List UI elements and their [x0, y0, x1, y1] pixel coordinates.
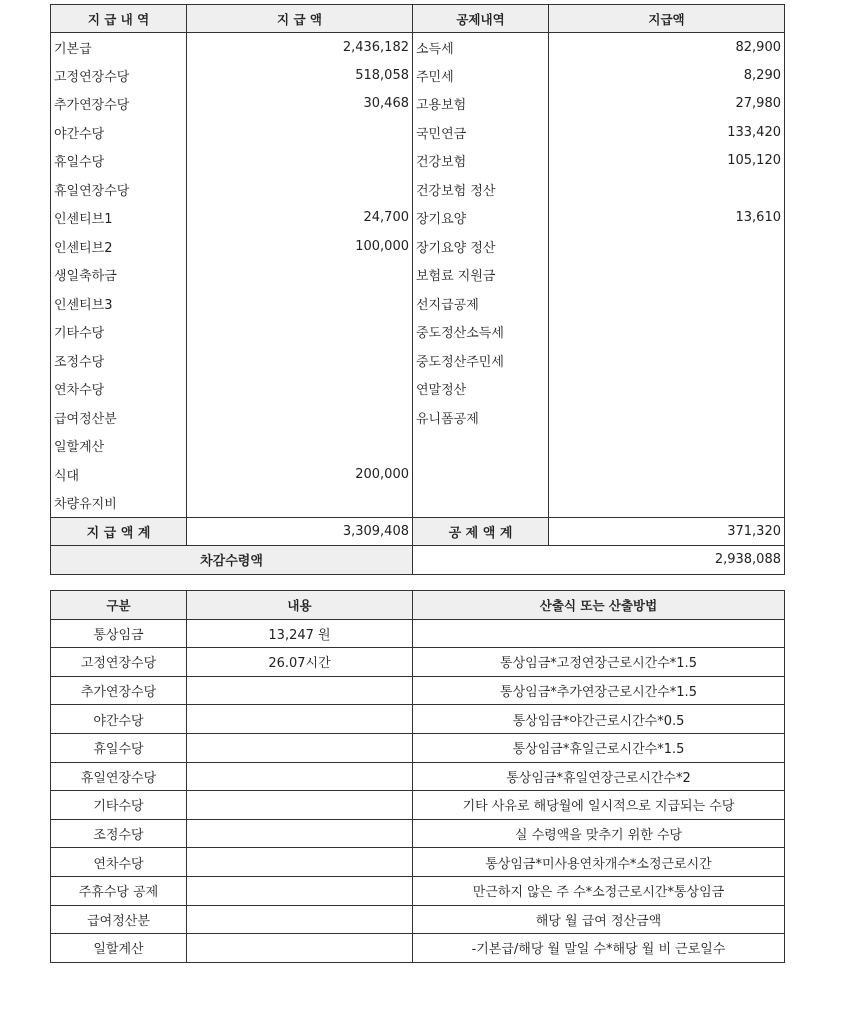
- calc-table-header: [51, 591, 785, 620]
- calc-row: [51, 848, 785, 877]
- deduction-item-cell: 건강보험 정산: [413, 175, 549, 204]
- deduction-item-cell: 유니폼공제: [413, 403, 549, 432]
- calc-category-cell: 고정연장수당: [51, 648, 187, 677]
- pay-item-cell: 고정연장수당: [51, 61, 187, 90]
- deduction-total-value: 371,320: [549, 517, 785, 546]
- deduction-item-cell: 장기요양: [413, 204, 549, 233]
- pay-item-cell: 조정수당: [51, 346, 187, 375]
- pay-row: [51, 147, 785, 176]
- header-deduction-item: 공제내역: [413, 5, 549, 33]
- pay-row: [51, 318, 785, 347]
- calc-content-cell: [187, 676, 413, 705]
- pay-amount-cell: [187, 261, 413, 290]
- pay-amount-cell: [187, 489, 413, 518]
- deduction-amount-cell: 27,980: [549, 90, 785, 119]
- pay-amount-cell: [187, 118, 413, 147]
- calc-content-cell: [187, 905, 413, 934]
- pay-amount-cell: [187, 289, 413, 318]
- calc-content-cell: [187, 934, 413, 963]
- calc-content-cell: [187, 791, 413, 820]
- calc-content-cell: [187, 819, 413, 848]
- deduction-amount-cell: [549, 289, 785, 318]
- deduction-amount-cell: [549, 432, 785, 461]
- calc-content-cell: [187, 762, 413, 791]
- calc-category-cell: 일할계산: [51, 934, 187, 963]
- pay-row: [51, 432, 785, 461]
- calc-method-cell: 만근하지 않은 주 수*소정근로시간*통상임금: [413, 876, 785, 905]
- deduction-amount-cell: [549, 346, 785, 375]
- pay-amount-cell: 100,000: [187, 232, 413, 261]
- calc-row: [51, 791, 785, 820]
- calc-category-cell: 휴일연장수당: [51, 762, 187, 791]
- calc-method-cell: 통상임금*야간근로시간수*0.5: [413, 705, 785, 734]
- pay-amount-cell: [187, 403, 413, 432]
- pay-row: [51, 346, 785, 375]
- deduction-item-cell: [413, 460, 549, 489]
- pay-amount-cell: 2,436,182: [187, 33, 413, 62]
- calc-row: [51, 905, 785, 934]
- calc-row: [51, 762, 785, 791]
- calc-row: [51, 619, 785, 648]
- pay-statement-table: [50, 4, 785, 575]
- calc-row: [51, 819, 785, 848]
- pay-item-cell: 식대: [51, 460, 187, 489]
- calc-content-cell: [187, 876, 413, 905]
- calculation-method-table: [50, 590, 785, 963]
- calc-table-body: [51, 619, 785, 962]
- deduction-amount-cell: [549, 460, 785, 489]
- calc-category-cell: 주휴수당 공제: [51, 876, 187, 905]
- pay-amount-cell: [187, 346, 413, 375]
- pay-table-header: [51, 5, 785, 33]
- calc-row: [51, 676, 785, 705]
- pay-amount-cell: [187, 375, 413, 404]
- pay-amount-cell: 30,468: [187, 90, 413, 119]
- net-pay-row: [51, 546, 785, 575]
- deduction-amount-cell: [549, 375, 785, 404]
- calc-category-cell: 통상임금: [51, 619, 187, 648]
- pay-total-label: 지 급 액 계: [51, 517, 187, 546]
- deduction-item-cell: 주민세: [413, 61, 549, 90]
- deduction-item-cell: 고용보험: [413, 90, 549, 119]
- header-method: 산출식 또는 산출방법: [413, 591, 785, 620]
- calc-method-cell: 통상임금*추가연장근로시간수*1.5: [413, 676, 785, 705]
- header-category: 구분: [51, 591, 187, 620]
- calc-content-cell: 26.07시간: [187, 648, 413, 677]
- pay-item-cell: 기본급: [51, 33, 187, 62]
- calc-method-cell: -기본급/해당 월 말일 수*해당 월 비 근로일수: [413, 934, 785, 963]
- pay-row: [51, 175, 785, 204]
- calc-row: [51, 705, 785, 734]
- pay-amount-cell: 518,058: [187, 61, 413, 90]
- pay-item-cell: 휴일수당: [51, 147, 187, 176]
- calc-content-cell: [187, 733, 413, 762]
- pay-row: [51, 289, 785, 318]
- pay-amount-cell: [187, 432, 413, 461]
- calc-category-cell: 연차수당: [51, 848, 187, 877]
- pay-row: [51, 261, 785, 290]
- pay-amount-cell: 24,700: [187, 204, 413, 233]
- pay-item-cell: 기타수당: [51, 318, 187, 347]
- deduction-item-cell: 선지급공제: [413, 289, 549, 318]
- pay-total-value: 3,309,408: [187, 517, 413, 546]
- pay-row: [51, 204, 785, 233]
- pay-item-cell: 인센티브3: [51, 289, 187, 318]
- calc-row: [51, 934, 785, 963]
- deduction-item-cell: 장기요양 정산: [413, 232, 549, 261]
- calc-category-cell: 추가연장수당: [51, 676, 187, 705]
- deduction-amount-cell: 82,900: [549, 33, 785, 62]
- deduction-amount-cell: [549, 403, 785, 432]
- calc-category-cell: 기타수당: [51, 791, 187, 820]
- pay-row: [51, 375, 785, 404]
- calc-category-cell: 휴일수당: [51, 733, 187, 762]
- pay-table-body: [51, 33, 785, 518]
- deduction-item-cell: 연말정산: [413, 375, 549, 404]
- pay-item-cell: 차량유지비: [51, 489, 187, 518]
- pay-amount-cell: 200,000: [187, 460, 413, 489]
- calc-method-cell: 통상임금*휴일근로시간수*1.5: [413, 733, 785, 762]
- calc-row: [51, 876, 785, 905]
- pay-row: [51, 118, 785, 147]
- pay-item-cell: 일할계산: [51, 432, 187, 461]
- calc-method-cell: 통상임금*미사용연차개수*소정근로시간: [413, 848, 785, 877]
- deduction-amount-cell: [549, 261, 785, 290]
- deduction-amount-cell: [549, 175, 785, 204]
- deduction-item-cell: 건강보험: [413, 147, 549, 176]
- pay-amount-cell: [187, 318, 413, 347]
- calc-content-cell: [187, 705, 413, 734]
- deduction-amount-cell: 8,290: [549, 61, 785, 90]
- deduction-item-cell: 중도정산주민세: [413, 346, 549, 375]
- calc-category-cell: 야간수당: [51, 705, 187, 734]
- deduction-item-cell: 국민연금: [413, 118, 549, 147]
- net-pay-value: 2,938,088: [413, 546, 785, 575]
- deduction-amount-cell: [549, 489, 785, 518]
- pay-amount-cell: [187, 175, 413, 204]
- calc-row: [51, 648, 785, 677]
- pay-row: [51, 61, 785, 90]
- calc-method-cell: 해당 월 급여 정산금액: [413, 905, 785, 934]
- pay-amount-cell: [187, 147, 413, 176]
- deduction-item-cell: [413, 432, 549, 461]
- deduction-amount-cell: [549, 232, 785, 261]
- deduction-amount-cell: [549, 318, 785, 347]
- calc-method-cell: 기타 사유로 해당월에 일시적으로 지급되는 수당: [413, 791, 785, 820]
- deduction-amount-cell: 13,610: [549, 204, 785, 233]
- pay-item-cell: 야간수당: [51, 118, 187, 147]
- pay-item-cell: 급여정산분: [51, 403, 187, 432]
- pay-item-cell: 인센티브2: [51, 232, 187, 261]
- calc-category-cell: 조정수당: [51, 819, 187, 848]
- deduction-item-cell: 중도정산소득세: [413, 318, 549, 347]
- calc-content-cell: 13,247 원: [187, 619, 413, 648]
- calc-content-cell: [187, 848, 413, 877]
- pay-item-cell: 연차수당: [51, 375, 187, 404]
- header-pay-amount: 지 급 액: [187, 5, 413, 33]
- header-pay-item: 지 급 내 역: [51, 5, 187, 33]
- pay-row: [51, 90, 785, 119]
- net-pay-label: 차감수령액: [51, 546, 413, 575]
- pay-item-cell: 추가연장수당: [51, 90, 187, 119]
- calc-method-cell: 통상임금*휴일연장근로시간수*2: [413, 762, 785, 791]
- deduction-amount-cell: 133,420: [549, 118, 785, 147]
- pay-row: [51, 33, 785, 62]
- pay-row: [51, 403, 785, 432]
- pay-row: [51, 489, 785, 518]
- deduction-amount-cell: 105,120: [549, 147, 785, 176]
- pay-row: [51, 232, 785, 261]
- deduction-total-label: 공 제 액 계: [413, 517, 549, 546]
- deduction-item-cell: 소득세: [413, 33, 549, 62]
- pay-item-cell: 생일축하금: [51, 261, 187, 290]
- pay-item-cell: 인센티브1: [51, 204, 187, 233]
- calc-method-cell: 실 수령액을 맞추기 위한 수당: [413, 819, 785, 848]
- deduction-item-cell: [413, 489, 549, 518]
- calc-row: [51, 733, 785, 762]
- calc-category-cell: 급여정산분: [51, 905, 187, 934]
- header-content: 내용: [187, 591, 413, 620]
- totals-row: [51, 517, 785, 546]
- calc-method-cell: [413, 619, 785, 648]
- header-deduction-amount: 지급액: [549, 5, 785, 33]
- pay-row: [51, 460, 785, 489]
- pay-item-cell: 휴일연장수당: [51, 175, 187, 204]
- calc-method-cell: 통상임금*고정연장근로시간수*1.5: [413, 648, 785, 677]
- deduction-item-cell: 보험료 지원금: [413, 261, 549, 290]
